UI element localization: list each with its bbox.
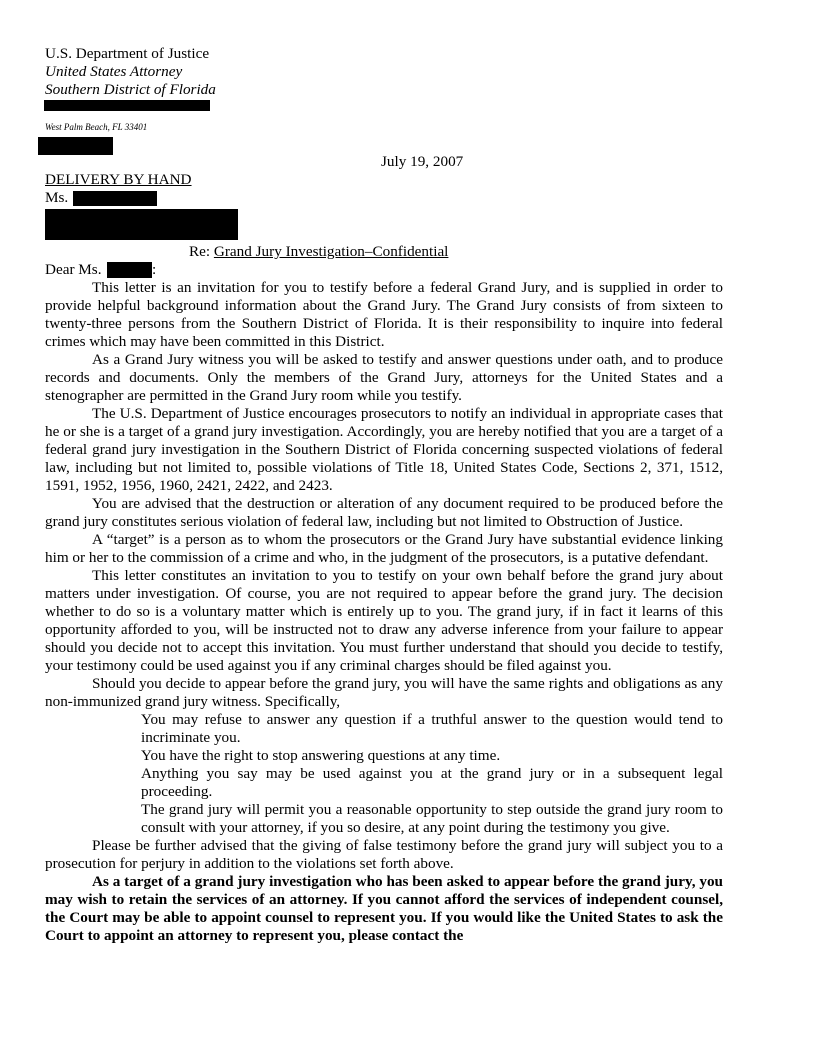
recipient-prefix: Ms. [45,189,69,206]
salutation [45,261,102,279]
re-line [189,243,448,261]
letter-date: July 19, 2007 [381,153,464,170]
re-prefix: Re: [189,243,214,260]
letterhead-dept: U.S. Department of Justice [45,45,210,62]
redaction-salutation-name [107,262,152,278]
paragraph-testify-invitation: This letter constitutes an invitation to you to testify on your own behalf before the grand jury about matters under investigation. Of course, you are not required to appear before the grand jury. The decision whether to do so is a voluntary matter which is entirely up to you. The grand jury, if in fact it learns of this opportunity afforded to you, will be instructed not to draw any adverse inference from your failure to appear should you decide not to accept this invitation. You must further understand that should you decide to testify, your testimony could be used against you if any criminal charges should be filed against you. [45,567,723,674]
letterhead-office: United States Attorney [45,63,183,80]
paragraph-attorney: As a target of a grand jury investigation who has been asked to appear before the grand jury, you may wish to retain the services of an attorney. If you cannot afford the services of independent counsel, the Court may be able to appoint counsel to represent you. If you would like the United States to ask the Court to appoint an attorney to represent you, please contact the [45,873,723,944]
paragraph-witness: As a Grand Jury witness you will be asked to testify and answer questions under oath, and to produce records and documents. Only the members of the Grand Jury, attorneys for the United States and a stenographer are permitted in the Grand Jury room while you testify. [45,351,723,404]
letterhead-city: West Palm Beach, FL 33401 [45,122,148,132]
letter-body [45,279,723,945]
paragraph-target-definition: A “target” is a person as to whom the prosecutors or the Grand Jury have substantial evidence linking him or her to the commission of a crime and who, in the judgment of the prosecutors, is a putative defendant. [45,531,723,566]
salutation-colon: : [152,261,157,278]
letterhead-district: Southern District of Florida [45,81,216,98]
paragraph-rights-intro: Should you decide to appear before the grand jury, you will have the same rights and obligations as any non-immunized grand jury witness. Specifically, [45,675,723,710]
right-stop-answering: You have the right to stop answering questions at any time. [141,747,501,764]
redaction-address-line [44,100,210,111]
redaction-phone [38,137,113,155]
redaction-recipient-address [45,209,238,240]
paragraph-target-notice: The U.S. Department of Justice encourages prosecutors to notify an individual in appropriate cases that he or she is a target of a grand jury investigation. Accordingly, you are hereby notified that you are a target of a federal grand jury investigation in the Southern District of Florida concerning suspected violations of federal law, including but not limited to, possible violations of Title 18, United States Code, Sections 2, 371, 1512, 1591, 1952, 1956, 1960, 2421, 2422, and 2423. [45,405,723,494]
paragraph-invitation: This letter is an invitation for you to testify before a federal Grand Jury, and is supplied in order to provide helpful background information about the Grand Jury. The Grand Jury consists of from sixteen to twenty-three persons from the Southern District of Florida. It is their responsibility to inquire into federal crimes which may have been committed in this District. [45,279,723,350]
paragraph-perjury: Please be further advised that the giving of false testimony before the grand jury will subject you to a prosecution for perjury in addition to the violations set forth above. [45,837,723,872]
re-subject: Grand Jury Investigation–Confidential [213,243,449,260]
redaction-recipient-name [73,191,157,206]
right-refuse-answer: You may refuse to answer any question if a truthful answer to the question would tend to incriminate you. [141,711,723,746]
paragraph-obstruction: You are advised that the destruction or alteration of any document required to be produced before the grand jury constitutes serious violation of federal law, including but not limited to Obstruction of Justice. [45,495,723,530]
right-used-against: Anything you say may be used against you at the grand jury or in a subsequent legal proceeding. [141,765,723,800]
right-consult-attorney: The grand jury will permit you a reasonable opportunity to step outside the grand jury room to consult with your attorney, if you so desire, at any point during the testimony you give. [141,801,723,836]
delivery-method: DELIVERY BY HAND [45,171,192,188]
salutation-prefix: Dear Ms. [45,261,102,278]
